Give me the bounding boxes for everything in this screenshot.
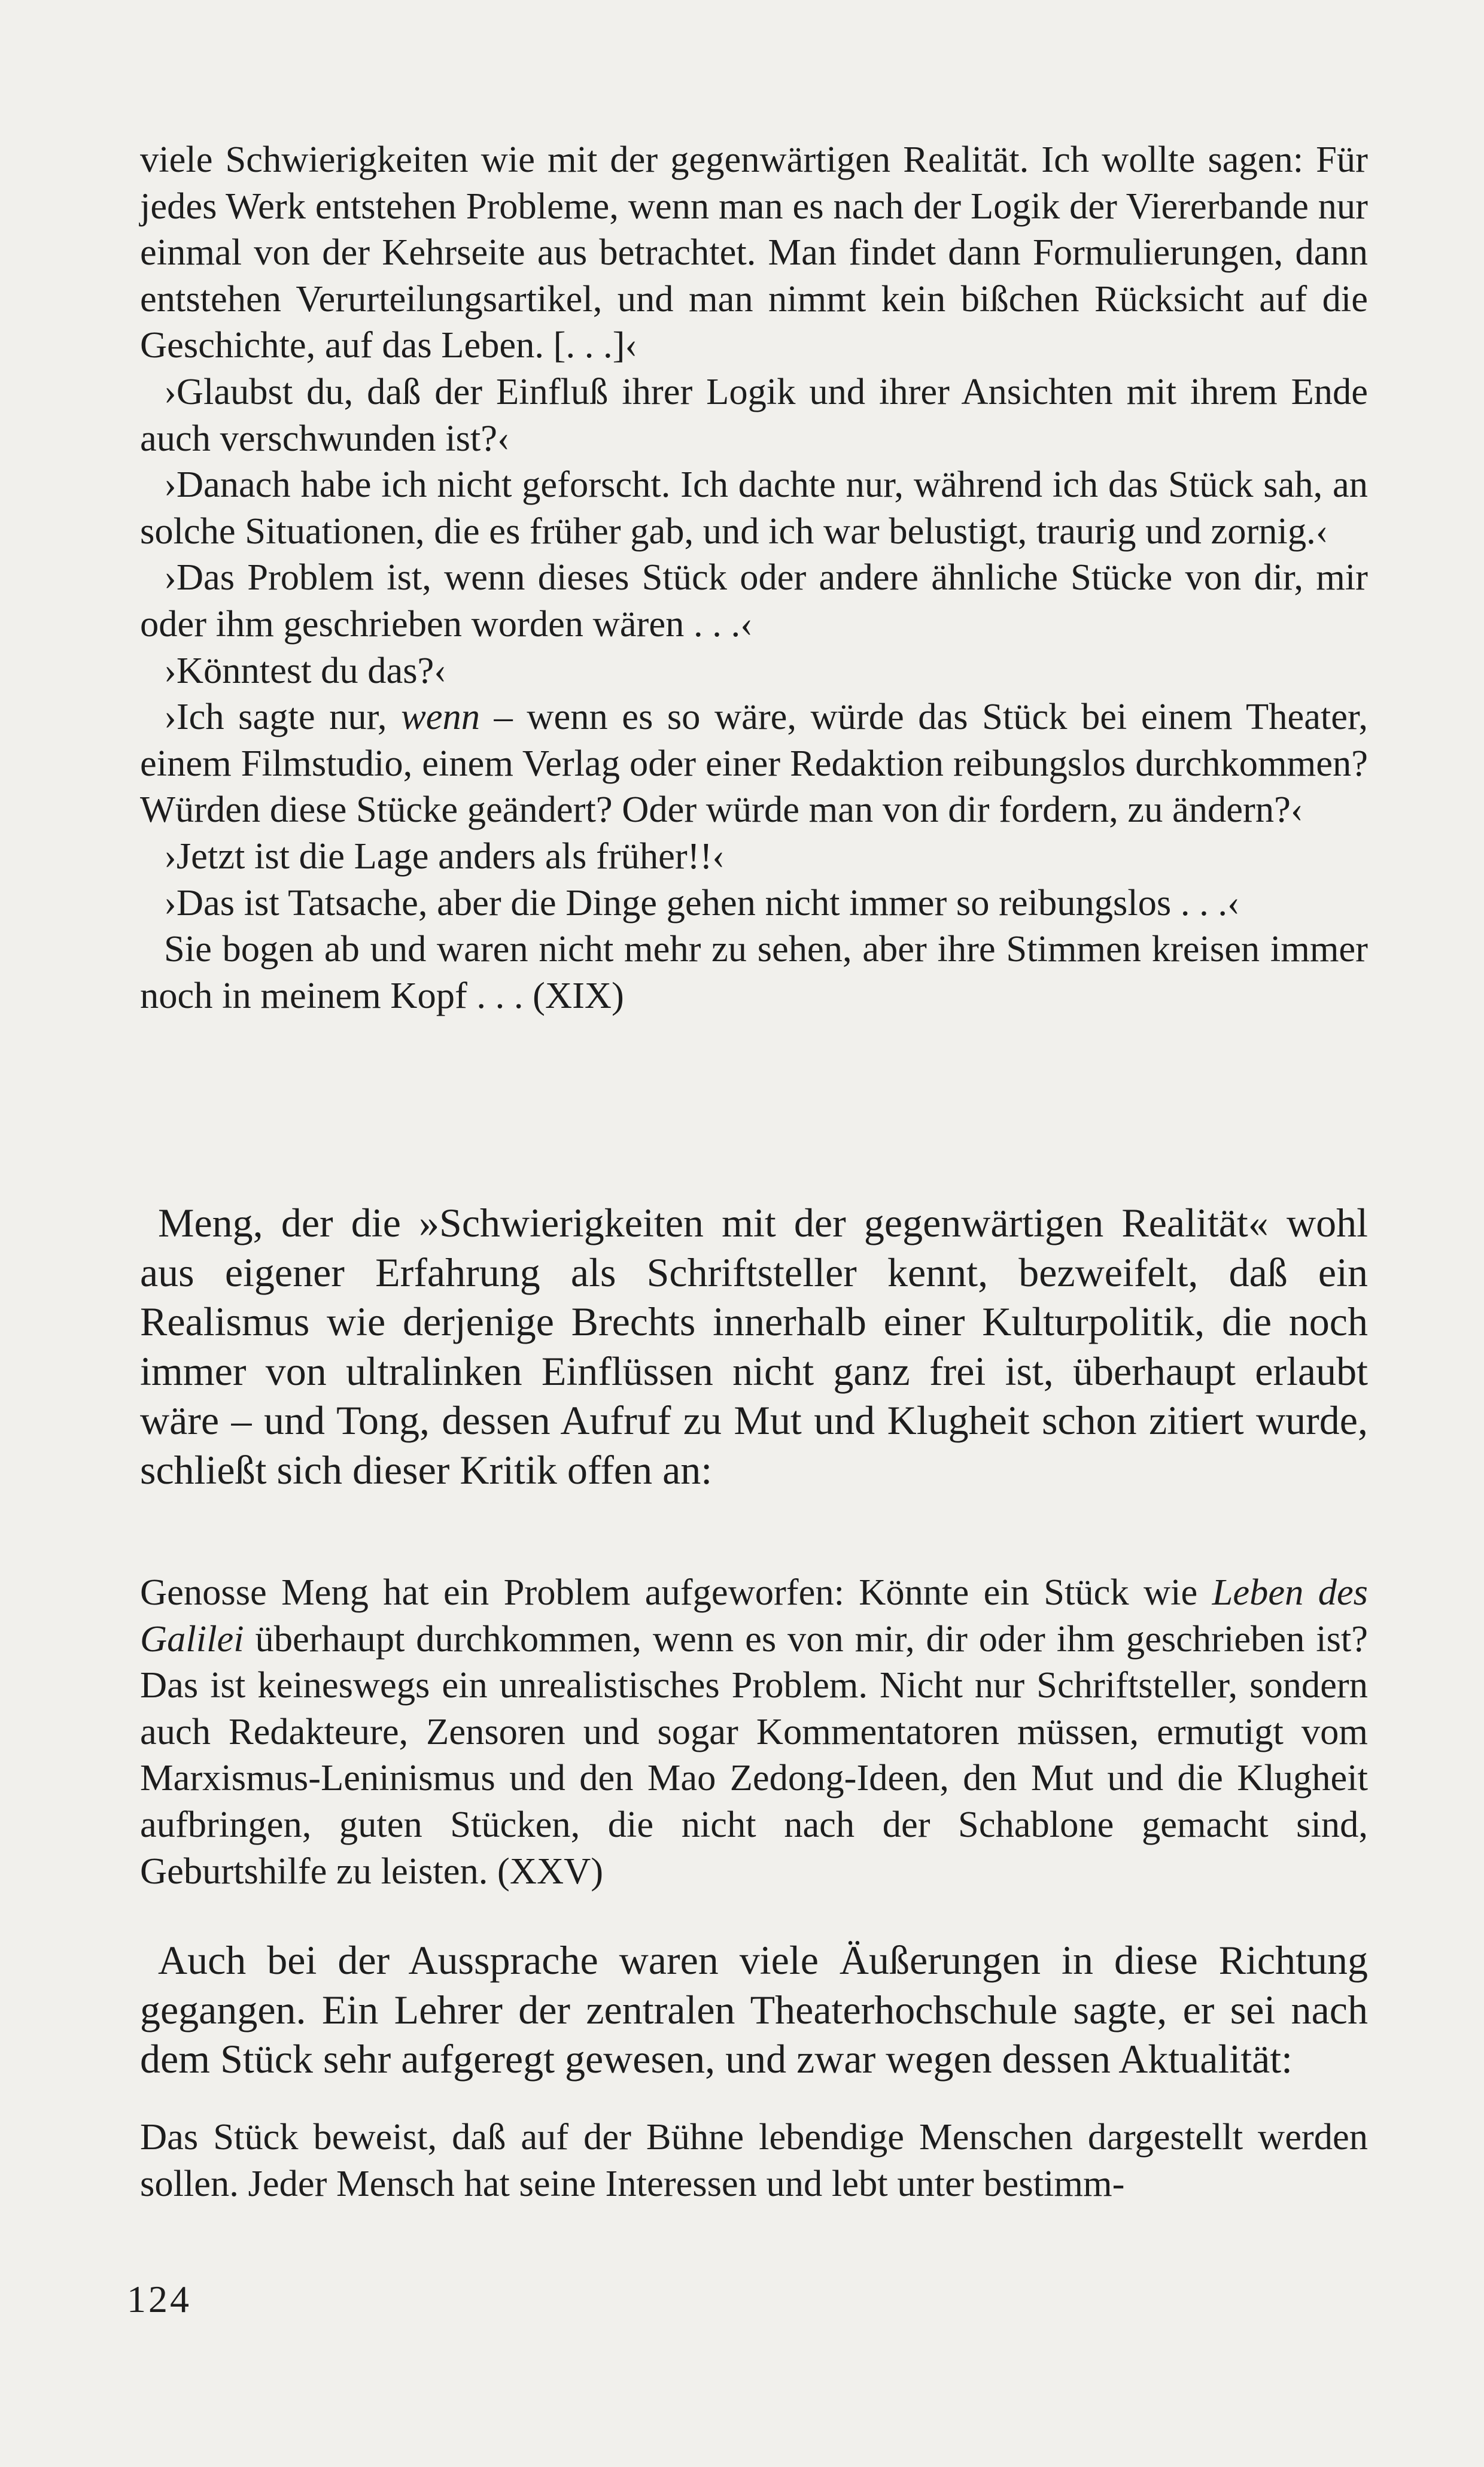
- dialog-text: ›Ich sagte nur,: [164, 695, 402, 738]
- work-title: Leben des Galilei: [140, 1571, 1369, 1660]
- dialog-text: – wenn es so wäre, würde das Stück bei einem Theater, einem Filmstudio, einem Verlag oder einer Redaktion reibungslos durchkommen? Würden diese Stücke geändert? Oder würde man von dir fordern, zu ändern?‹: [140, 695, 1368, 831]
- quote-block-dialogue: [140, 136, 1368, 1019]
- quote-block: [140, 2114, 1368, 2207]
- body-paragraph: [140, 1198, 1368, 1494]
- dialog-line: ›Das Problem ist, wenn dieses Stück oder andere ähnliche Stücke von dir, mir oder ihm geschrieben worden wären . . .‹: [140, 556, 1368, 645]
- quote-block: [140, 1569, 1368, 1894]
- dialog-line: ›Jetzt ist die Lage anders als früher!!‹: [164, 834, 725, 877]
- quote-paragraph: viele Schwierigkeiten wie mit der gegenwärtigen Realität. Ich wollte sagen: Für jedes Werk entstehen Probleme, wenn man es nach der Logik der Viererbande nur einmal von der Kehrseite aus betrachtet. Man findet dann Formulierungen, dann entstehen Verurteilungsartikel, und man nimmt kein bißchen Rücksicht auf die Geschichte, auf das Leben. [. . .]‹: [140, 138, 1368, 366]
- dialog-line: ›Das ist Tatsache, aber die Dinge gehen nicht immer so reibungslos . . .‹: [164, 881, 1240, 923]
- quote-paragraph: Das Stück beweist, daß auf der Bühne lebendige Menschen dargestellt werden sollen. Jeder Mensch hat seine Interessen und lebt unter bestimm-: [140, 2116, 1368, 2204]
- dialog-line: ›Könntest du das?‹: [164, 649, 447, 691]
- page-number: 124: [127, 2278, 191, 2320]
- emphasis-text: wenn: [401, 695, 481, 738]
- body-text: Auch bei der Aussprache waren viele Äußerungen in diese Richtung gegangen. Ein Lehrer der zentralen Theaterhochschule sagte, er sei nach dem Stück sehr aufgeregt gewesen, und zwar wegen dessen Aktualität:: [140, 1937, 1368, 2082]
- body-paragraph: [140, 1936, 1368, 2084]
- dialog-line: Sie bogen ab und waren nicht mehr zu sehen, aber ihre Stimmen kreisen immer noch in meinem Kopf . . . (XIX): [140, 928, 1368, 1016]
- quote-text: überhaupt durchkommen, wenn es von mir, dir oder ihm geschrieben ist? Das ist keineswegs ein unrealistisches Problem. Nicht nur Schriftsteller, sondern auch Redakteure, Zensoren und sogar Kommentatoren müssen, ermutigt vom Marxismus-Leninismus und den Mao Zedong-Ideen, den Mut und die Klugheit aufbringen, guten Stücken, die nicht nach der Schablone gemacht sind, Geburtshilfe zu leisten. (XXV): [140, 1617, 1368, 1892]
- dialog-line: ›Danach habe ich nicht geforscht. Ich dachte nur, während ich das Stück sah, an solche Situationen, die es früher gab, und ich war belustigt, traurig und zornig.‹: [140, 463, 1368, 552]
- quote-paragraph: [140, 1569, 1368, 1894]
- body-text: Meng, der die »Schwierigkeiten mit der gegenwärtigen Realität« wohl aus eigener Erfahrung als Schriftsteller kennt, bezweifelt, daß ein Realismus wie derjenige Brechts innerhalb einer Kulturpolitik, die noch immer von ultralinken Einflüssen nicht ganz frei ist, überhaupt erlaubt wäre – und Tong, dessen Aufruf zu Mut und Klugheit schon zitiert wurde, schließt sich dieser Kritik offen an:: [140, 1200, 1368, 1493]
- dialog-line: ›Glaubst du, daß der Einfluß ihrer Logik und ihrer Ansichten mit ihrem Ende auch verschwunden ist?‹: [140, 370, 1368, 459]
- dialog-line: [140, 694, 1368, 833]
- quote-text: Genosse Meng hat ein Problem aufgeworfen: Könnte ein Stück wie: [140, 1571, 1212, 1613]
